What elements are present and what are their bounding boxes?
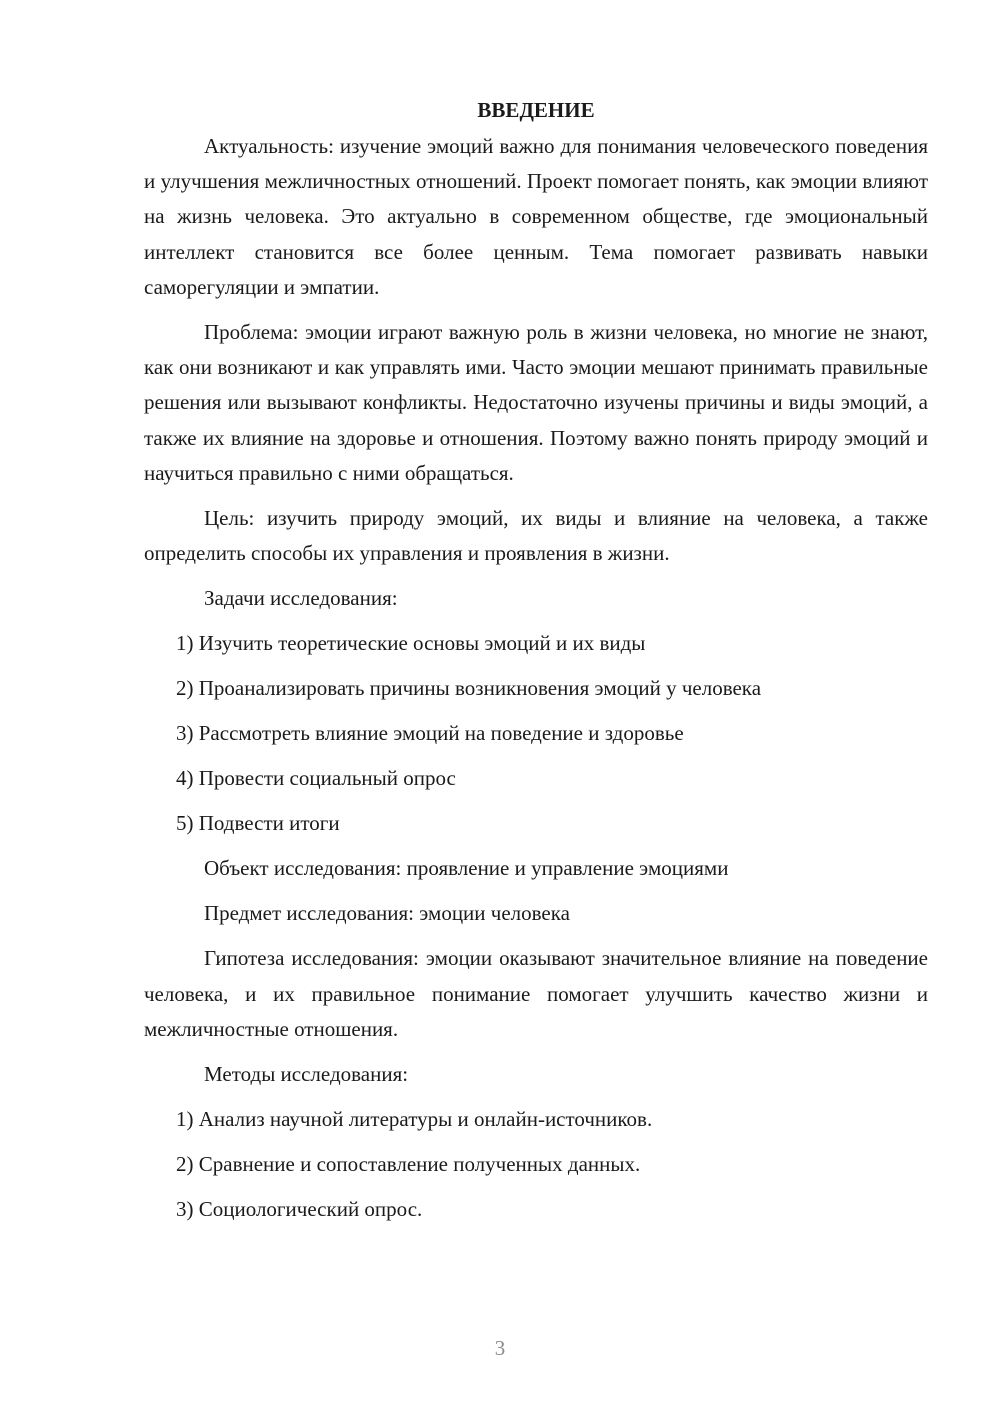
tasks-heading: Задачи исследования:	[204, 586, 398, 611]
subject-paragraph: Предмет исследования: эмоции человека	[204, 901, 570, 926]
method-item: 3) Социологический опрос.	[176, 1197, 423, 1222]
problem-paragraph: Проблема: эмоции играют важную роль в жизни человека, но многие не знают, как они возникают и как управлять ими. Часто эмоции мешают принимать правильные решения или вызывают конфликты. Недостаточно изучены причины и виды эмоций, а также их влияние на здоровье и отношения. Поэтому важно понять природу эмоций и научиться правильно с ними обращаться.	[144, 320, 928, 485]
document-body	[144, 94, 928, 1227]
goal-paragraph: Цель: изучить природу эмоций, их виды и влияние на человека, а также определить способы их управления и проявления в жизни.	[144, 506, 928, 566]
page-title: ВВЕДЕНИЕ	[477, 98, 595, 122]
method-item: 1) Анализ научной литературы и онлайн-источников.	[176, 1107, 653, 1132]
task-item: 4) Провести социальный опрос	[176, 766, 456, 791]
tasks-list	[144, 626, 928, 841]
task-item: 1) Изучить теоретические основы эмоций и их виды	[176, 631, 646, 656]
hypothesis-paragraph: Гипотеза исследования: эмоции оказывают значительное влияние на поведение человека, и их правильное понимание помогает улучшить качество жизни и межличностные отношения.	[144, 946, 928, 1041]
object-paragraph: Объект исследования: проявление и управление эмоциями	[204, 856, 729, 881]
methods-list	[144, 1102, 928, 1227]
methods-heading: Методы исследования:	[204, 1062, 409, 1087]
task-item: 5) Подвести итоги	[176, 811, 340, 836]
task-item: 3) Рассмотреть влияние эмоций на поведение и здоровье	[176, 721, 684, 746]
page-number: 3	[494, 1336, 506, 1360]
method-item: 2) Сравнение и сопоставление полученных данных.	[176, 1152, 641, 1177]
task-item: 2) Проанализировать причины возникновения эмоций у человека	[176, 676, 762, 701]
relevance-paragraph: Актуальность: изучение эмоций важно для понимания человеческого поведения и улучшения межличностных отношений. Проект помогает понять, как эмоции влияют на жизнь человека. Это актуально в современном обществе, где эмоциональный интеллект становится все более ценным. Тема помогает развивать навыки саморегуляции и эмпатии.	[144, 134, 928, 299]
